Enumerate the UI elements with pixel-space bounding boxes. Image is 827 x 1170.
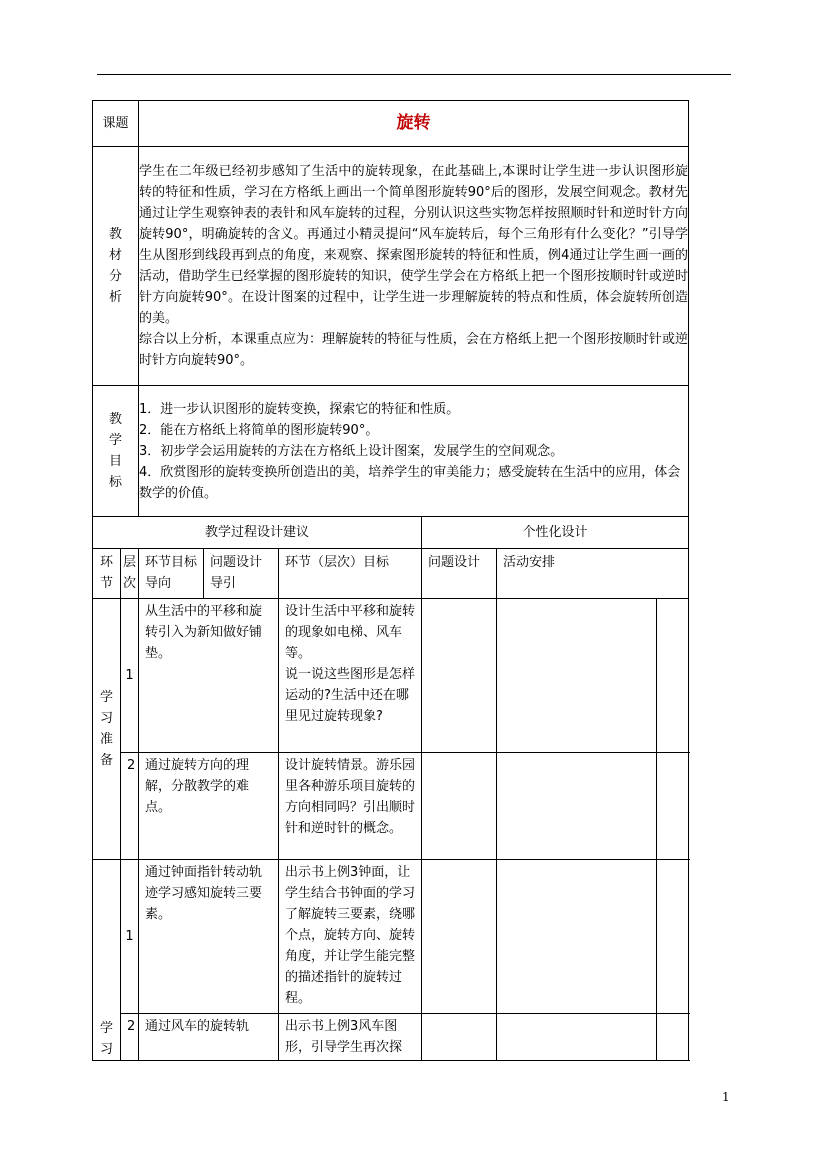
p-activity-cell (657, 860, 689, 1014)
goal-cell: 通过风车的旋转轨 (139, 1014, 279, 1061)
lesson-title: 旋转 (139, 101, 689, 147)
level-cell: 2 (121, 753, 139, 860)
analysis-label: 教 材 分 析 (93, 147, 139, 386)
goal-cell: 通过旋转方向的理解，分散教学的难点。 (139, 753, 279, 860)
p-question-cell (497, 599, 657, 753)
p-activity-cell (657, 1014, 689, 1061)
stage-prep-label: 学 习 准 备 (93, 599, 121, 860)
level-cell: 1 (121, 860, 139, 1014)
question-cell: 出示书上例3钟面，让学生结合书钟面的学习了解旋转三要素，绕哪个点，旋转方向、旋转角度，并让学生能完整的描述指针的旋转过程。 (279, 860, 422, 1014)
p-activity-cell (657, 599, 689, 753)
column-heading-row (93, 549, 689, 599)
personalized-design-heading: 个性化设计 (422, 517, 689, 549)
question-cell: 设计旋转情景。游乐园里各种游乐项目旋转的方向相同吗？引出顺时针和逆时针的概念。 (279, 753, 422, 860)
question-cell: 设计生活中平移和旋转的现象如电梯、风车等。 说一说这些图形是怎样运动的?生活中还在哪里见过旋转现象? (279, 599, 422, 753)
level-cell: 1 (121, 599, 139, 753)
goal-cell: 从生活中的平移和旋转引入为新知做好铺垫。 (139, 599, 279, 753)
course-label: 课题 (93, 101, 139, 147)
objective-item: 1．进一步认识图形的旋转变换，探索它的特征和性质。 (139, 401, 460, 417)
p-question-cell (497, 1014, 657, 1061)
col-p-question: 问题设计 (422, 549, 497, 599)
question-cell: 出示书上例3风车图形，引导学生再次探 (279, 1014, 422, 1061)
table-row (93, 860, 689, 1014)
process-design-heading: 教学过程设计建议 (93, 517, 422, 549)
col-p-stage: 环节（层次）目标 (279, 549, 422, 599)
objective-item: 3．初步学会运用旋转的方法在方格纸上设计图案，发展学生的空间观念。 (139, 443, 564, 459)
objective-item: 4．欣赏图形的旋转变换所创造出的美，培养学生的审美能力；感受旋转在生活中的应用，体会数学的价值。 (139, 464, 681, 501)
objective-item: 2．能在方格纸上将简单的图形旋转90°。 (139, 422, 379, 438)
stage-study-label: 学 习 (93, 860, 121, 1061)
goal-cell: 通过钟面指针转动轨迹学习感知旋转三要素。 (139, 860, 279, 1014)
analysis-row (93, 147, 689, 386)
table-row (93, 1014, 689, 1061)
col-goal: 环节目标导向 (139, 549, 204, 599)
col-question: 问题设计导引 (204, 549, 279, 599)
analysis-summary: 综合以上分析，本课重点应为：理解旋转的特征与性质，会在方格纸上把一个图形按顺时针或逆时针方向旋转90°。 (139, 332, 689, 368)
objectives-row (93, 386, 689, 517)
course-title-row (93, 101, 689, 147)
table-row (93, 599, 689, 753)
p-stage-cell (422, 753, 497, 860)
p-question-cell (497, 753, 657, 860)
p-stage-cell (422, 599, 497, 753)
lesson-plan-table (92, 100, 689, 1061)
p-activity-cell (657, 753, 689, 860)
p-stage-cell (422, 860, 497, 1014)
col-p-activity: 活动安排 (497, 549, 689, 599)
objectives-label: 教 学 目 标 (93, 386, 139, 517)
header-rule (97, 74, 731, 75)
process-heading-row (93, 517, 689, 549)
level-cell: 2 (121, 1014, 139, 1061)
table-row (93, 753, 689, 860)
p-stage-cell (422, 1014, 497, 1061)
p-question-cell (497, 860, 657, 1014)
page-number: 1 (722, 1090, 730, 1104)
objectives-list (139, 386, 689, 517)
analysis-paragraph: 学生在二年级已经初步感知了生活中的旋转现象，在此基础上,本课时让学生进一步认识图形旋转的特征和性质，学习在方格纸上画出一个简单图形旋转90°后的图形，发展空间观念。教材先通过让学生观察钟表的表针和风车旋转的过程，分别认识这些实物怎样按照顺时针和逆时针方向旋转90°，明确旋转的含义。再通过小精灵提问“风车旋转后，每个三角形有什么变化？”引导学生从图形到线段再到点的角度，来观察、探索图形旋转的特征和性质，例4通过让学生画一画的活动，借助学生已经掌握的图形旋转的知识，使学生学会在方格纸上把一个图形按顺时针或逆时针方向旋转90°。在设计图案的过程中，让学生进一步理解旋转的特点和性质，体会旋转所创造的美。 (139, 164, 689, 326)
analysis-text (139, 147, 689, 386)
col-stage: 环 节 (93, 549, 121, 599)
col-level: 层 次 (121, 549, 139, 599)
